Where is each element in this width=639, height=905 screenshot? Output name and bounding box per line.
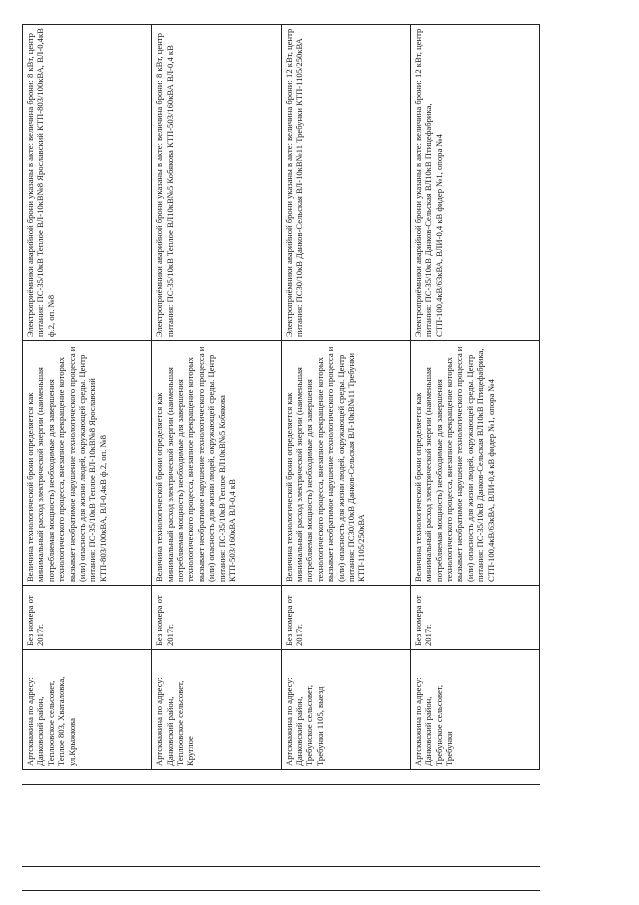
address-cell: Артскважина по адресу: Данковский район, Теплоовское сельсовет, Круглое — [152, 650, 281, 770]
blank-line — [22, 784, 540, 785]
description-cell: Величина технологической брони определяется как минимальный расход электрической энергии (наименьшая потребляемая мощность) необходимые для завершения технологического процесса, внезапное прекращение которых вызывает необратимое нарушение технологического процесса и (или) опасность для жизни людей, окружающей среды. Центр питания: ПС-35/10кВ Данков-Сельская ВЛ10кВ Птицефабрика, СТП-100,4кВ/63кВА, ВЛИ-0,4 кВ фидер №1, опора №4 — [410, 341, 539, 586]
blank-line — [22, 890, 540, 891]
reserve-cell: Электроприёмники аварийной брони указаны в акте: величина брони: 12 кВт, центр питания: ПС-35/10кВ Данков-Сельская ВЛ10кВ Птицефабрика, СТП-100,4кВ/63кВА, ВЛИ-0,4 кВ фидер №1, опора №4 — [410, 25, 539, 341]
act-date-cell: Без номера от 2017г. — [410, 586, 539, 650]
description-cell: Величина технологической брони определяется как минимальный расход электрической энергии (наименьшая потребляемая мощность) необходимые для завершения технологического процесса, внезапное прекращение которых вызывает необратимое нарушение технологического процесса и (или) опасность для жизни людей, окружающей среды. Центр питания: ПС-35/10кВ Теплое ВЛ-10кВ№8 Ярославский КТП-803/100кВА, ВЛ-0,4кВ ф.2, оп. №8 — [23, 341, 152, 586]
description-cell: Величина технологической брони определяется как минимальный расход электрической энергии (наименьшая потребляемая мощность) необходимые для завершения технологического процесса, внезапное прекращение которых вызывает необратимое нарушение технологического процесса и (или) опасность для жизни людей, окружающей среды. Центр питания: ПС30/10кВ Данков-Сельская ВЛ-10кВ№11 Требунки КТП-1105/250кВА — [281, 341, 410, 586]
act-date-cell: Без номера от 2017г. — [152, 586, 281, 650]
reserve-cell: Электроприёмники аварийной брони указаны в акте: величина брони: 12 кВт, центр питания: ПС30/10кВ Данков-Сельская ВЛ-10кВ№11 Требунки КТП-1105/250кВА — [281, 25, 410, 341]
description-cell: Величина технологической брони определяется как минимальный расход электрической энергии (наименьшая потребляемая мощность) необходимые для завершения технологического процесса, внезапное прекращение которых вызывает необратимое нарушение технологического процесса и (или) опасность для жизни людей, окружающей среды. Центр питания: ПС-35/10кВ Теплое ВЛ10кВ№5 Кобякова КТП-503/160кВА ВЛ-0,4 кВ — [152, 341, 281, 586]
rotated-table-block — [22, 25, 540, 770]
blank-line — [22, 866, 540, 867]
table-row — [410, 25, 539, 770]
address-cell: Артскважина по адресу: Данковский район, Требунское сельсовет, Требунки 1105, выезд — [281, 650, 410, 770]
table-row — [281, 25, 410, 770]
table-row — [152, 25, 281, 770]
table-row — [23, 25, 152, 770]
reserve-cell: Электроприёмники аварийной брони указаны в акте: величина брони: 8 кВт, центр питания: ПС-35/10кВ Теплое ВЛ10кВ№5 Кобякова КТП-503/160кВА ВЛ-0,4 кВ — [152, 25, 281, 341]
address-cell: Артскважина по адресу: Данковский район, Теплоовское сельсовет, Теплое 803, Хваталовка, ул.Крыжкова — [23, 650, 152, 770]
reserve-cell: Электроприёмники аварийной брони указаны в акте: величина брони: 8 кВт, центр питания: ПС-35/10кВ Теплое ВЛ-10кВ№8 Ярославский КТП-803/100кВА, ВЛ-0,4кВ ф.2, оп. №8 — [23, 25, 152, 341]
emergency-reserve-table — [22, 24, 540, 770]
address-cell: Артскважина по адресу: Данковский район, Требунское сельсовет, Требунки — [410, 650, 539, 770]
act-date-cell: Без номера от 2017г. — [23, 586, 152, 650]
act-date-cell: Без номера от 2017г. — [281, 586, 410, 650]
